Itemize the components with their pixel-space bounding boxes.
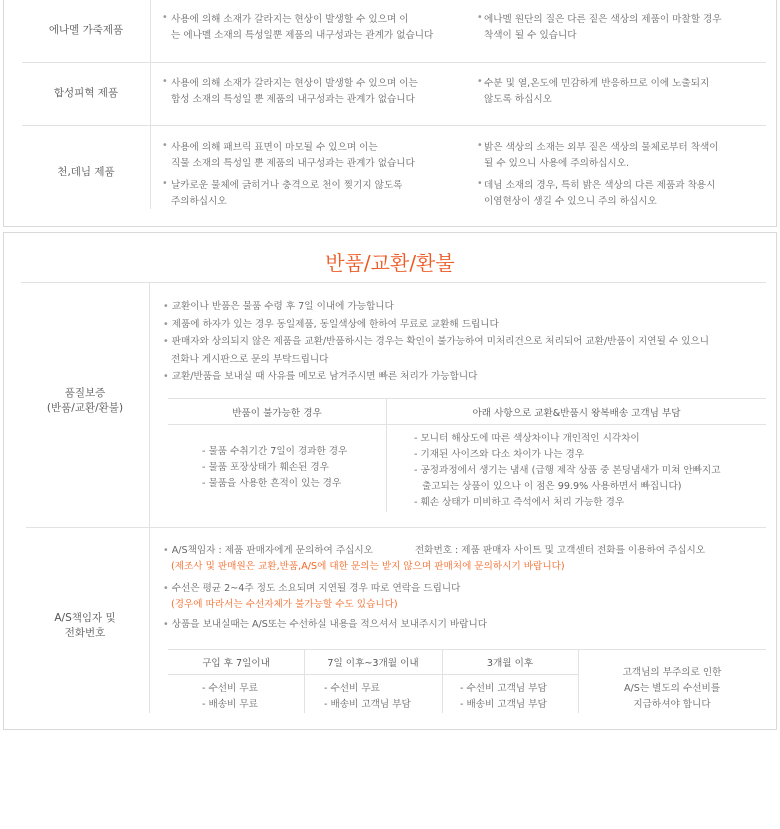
care-left-line: 사용에 의해 패브릭 표면이 마모될 수 있으며 이는 — [171, 142, 378, 153]
fee-header: 7일 이후~3개월 이내 — [327, 658, 419, 669]
as-label-line: A/S책임자 및 — [54, 612, 116, 624]
care-row-label: 에나멜 가죽제품 — [48, 24, 124, 36]
fee-col — [324, 681, 411, 713]
fee-note-line: A/S는 별도의 수선비를 — [623, 683, 721, 694]
care-right-line: 수분 및 열,온도에 민감하게 반응하므로 이에 노출되지 — [484, 78, 710, 89]
care-right-line: 이염현상이 생길 수 있으니 주의 하십시오 — [484, 196, 657, 207]
section-title: 반품/교환/환불 — [325, 251, 455, 275]
list-item: - 물품 수취기간 7일이 경과한 경우 — [202, 446, 348, 457]
fee-col — [460, 681, 547, 713]
care-right-line: 착색이 될 수 있습니다 — [484, 30, 577, 41]
list-item: - 수선비 무료 — [324, 683, 380, 694]
care-left-line: 주의하십시오 — [171, 196, 227, 207]
fee-note-line: 지급하셔야 합니다 — [633, 699, 711, 710]
care-left-line: 사용에 의해 소재가 갈라지는 현상이 발생할 수 있으며 이는 — [171, 78, 418, 89]
list-item: - 공정과정에서 생기는 냄새 (급행 제작 상품 중 본딩냄새가 미쳐 안빠지고 — [414, 465, 721, 476]
care-row-label: 천,데님 제품 — [57, 166, 115, 178]
quality-label-line: (반품/교환/환불) — [46, 402, 124, 414]
care-row-synthetic: 합성피혁 제품 • 사용에 의해 소재가 갈라지는 현상이 발생할 수 있으며 이는 합성 소재의 특성일 뿐 제품의 내구성과는 관계가 없습니다 • 수분 및 열,온도에 민감하게 반응하므로 이에 노출되지 않도록 하십시오 — [22, 62, 766, 126]
fee-header: 3개월 이후 — [486, 658, 534, 669]
care-row-fabric: 천,데님 제품 • 사용에 의해 패브릭 표면이 마모될 수 있으며 이는 직물 소재의 특성일 뿐 제품의 내구성과는 관계가 없습니다 • 날카로운 물체에 긁히거나 충격으로 천이 찢기지 않도록 주의하십시오 • 밝은 색상의 소재는 외부 짙은 색상의 물체로부터 착색이 될 수 있으니 사용에 주의하십시오. • 데님 소재의 경우, 특히 밝은 색상의 다른 제품과 착용시 이염현상이 생길 수 있으니 주의 하십시오 — [22, 125, 766, 209]
as-manager: A/S책임자 : 제품 판매자에게 문의하여 주십시오 — [171, 545, 373, 556]
as-warning: (제조사 및 판매원은 교환,반품,A/S에 대한 문의는 받지 않으며 판매처에 문의하시기 바랍니다) — [171, 561, 565, 572]
quality-label — [21, 386, 149, 416]
as-info: • A/S책임자 : 제품 판매자에게 문의하여 주십시오 전화번호 : 제품 판매자 사이트 및 고객센터 전화를 이용하여 주십시오 (제조사 및 판매원은 교환,반품,A/S에 대한 문의는 받지 않으며 판매처에 문의하시기 바랍니다) • 수선은 평균 2~4주 정도 소요되며 지연될 경우 따로 연락을 드립니다 (경우에 따라서는 수선자체가 불가능할 수도 있습니다) • 상품을 보내실때는 A/S또는 수선하실 내용을 적으셔서 보내주시기 바랍니다 — [163, 545, 706, 630]
ship-note: 상품을 보내실때는 A/S또는 수선하실 내용을 적으셔서 보내주시기 바랍니다 — [171, 619, 487, 630]
care-left-line: 직물 소재의 특성일 뿐 제품의 내구성과는 관계가 없습니다 — [171, 158, 415, 169]
repair-period: 수선은 평균 2~4주 정도 소요되며 지연될 경우 따로 연락을 드립니다 — [171, 583, 461, 594]
care-left-line: 사용에 의해 소재가 갈라지는 현상이 발생할 수 있으며 이 — [171, 14, 409, 25]
list-item: - 물품 포장상태가 훼손된 경우 — [202, 462, 329, 473]
fee-header: 구입 후 7일이내 — [202, 658, 270, 669]
care-left-line: 는 에나멜 소재의 특성일뿐 제품의 내구성과는 관계가 없습니다 — [171, 30, 434, 41]
list-item: 출고되는 상품이 있으나 이 점은 99.9% 사용하면서 빠집니다) — [422, 481, 682, 492]
list-item: • 교환이나 반품은 물품 수령 후 7일 이내에 가능합니다 — [163, 301, 394, 312]
list-item: - 수선비 고객님 부담 — [460, 683, 547, 694]
as-label — [21, 611, 149, 641]
list-item: - 기재된 사이즈와 다소 차이가 나는 경우 — [414, 449, 585, 460]
list-item: - 배송비 무료 — [202, 699, 258, 710]
quality-list — [163, 298, 709, 386]
list-item: • 교환/반품을 보내실 때 사유를 메모로 남겨주시면 빠른 처리가 가능합니다 — [163, 371, 478, 382]
list-item: • 제품에 하자가 있는 경우 동일제품, 동일색상에 한하여 무료로 교환해 드립니다 — [163, 318, 499, 330]
care-row-enamel: 에나멜 가죽제품 • 사용에 의해 소재가 갈라지는 현상이 발생할 수 있으며 이 는 에나멜 소재의 특성일뿐 제품의 내구성과는 관계가 없습니다 • 에나멜 원단의 질은 다른 짙은 색상의 제품이 마찰할 경우 착색이 될 수 있습니다 — [22, 0, 766, 63]
fee-note — [578, 665, 766, 713]
list-item: - 수선비 무료 — [202, 683, 258, 694]
care-table — [3, 0, 777, 227]
care-left-line: 날카로운 물체에 긁히거나 충격으로 천이 찢기지 않도록 — [171, 180, 403, 191]
care-right-line: 될 수 있으니 사용에 주의하십시오. — [484, 158, 629, 169]
list-item: - 모니터 해상도에 따른 색상차이나 개인적인 시각차이 — [414, 433, 640, 444]
care-row-label: 합성피혁 제품 — [53, 87, 119, 99]
list-item: - 물품을 사용한 흔적이 있는 경우 — [202, 478, 342, 489]
care-right-line: 데님 소재의 경우, 특히 밝은 색상의 다른 제품과 착용시 — [484, 180, 716, 191]
as-phone: 전화번호 : 제품 판매자 사이트 및 고객센터 전화를 이용하여 주십시오 — [414, 545, 706, 556]
customer-pays-list — [414, 431, 720, 511]
care-right-line: 밝은 색상의 소재는 외부 짙은 색상의 물체로부터 착색이 — [484, 142, 719, 153]
as-label-line: 전화번호 — [64, 627, 106, 639]
returns-section — [3, 232, 777, 730]
fee-col — [202, 681, 258, 713]
list-item: - 배송비 고객님 부담 — [460, 699, 547, 710]
list-item: • 판매자와 상의되지 않은 제품을 교환/반품하시는 경우는 확인이 불가능하여 미처리건으로 처리되어 교환/반품이 지연될 수 있으니 — [163, 336, 710, 347]
care-right-line: 에나멜 원단의 질은 다른 짙은 색상의 제품이 마찰할 경우 — [484, 14, 722, 25]
list-item: 전화나 게시판으로 문의 부탁드립니다 — [171, 353, 329, 365]
sub-header-not-possible: 반품이 불가능한 경우 — [232, 408, 322, 419]
list-item: - 훼손 상태가 미비하고 즉석에서 처리 가능한 경우 — [414, 497, 625, 508]
sub-header-customer-pays: 아래 사항으로 교환&반품시 왕복배송 고객님 부담 — [472, 408, 681, 419]
repair-warning: (경우에 따라서는 수선자체가 불가능할 수도 있습니다) — [171, 599, 398, 610]
fee-note-line: 고객님의 부주의로 인한 — [622, 667, 722, 678]
list-item: - 배송비 고객님 부담 — [324, 699, 411, 710]
care-right-line: 않도록 하십시오 — [484, 94, 552, 105]
quality-label-line: 품질보증 — [64, 387, 106, 399]
not-possible-list — [202, 444, 347, 492]
care-left-line: 합성 소재의 특성일 뿐 제품의 내구성과는 관계가 없습니다 — [171, 94, 415, 105]
